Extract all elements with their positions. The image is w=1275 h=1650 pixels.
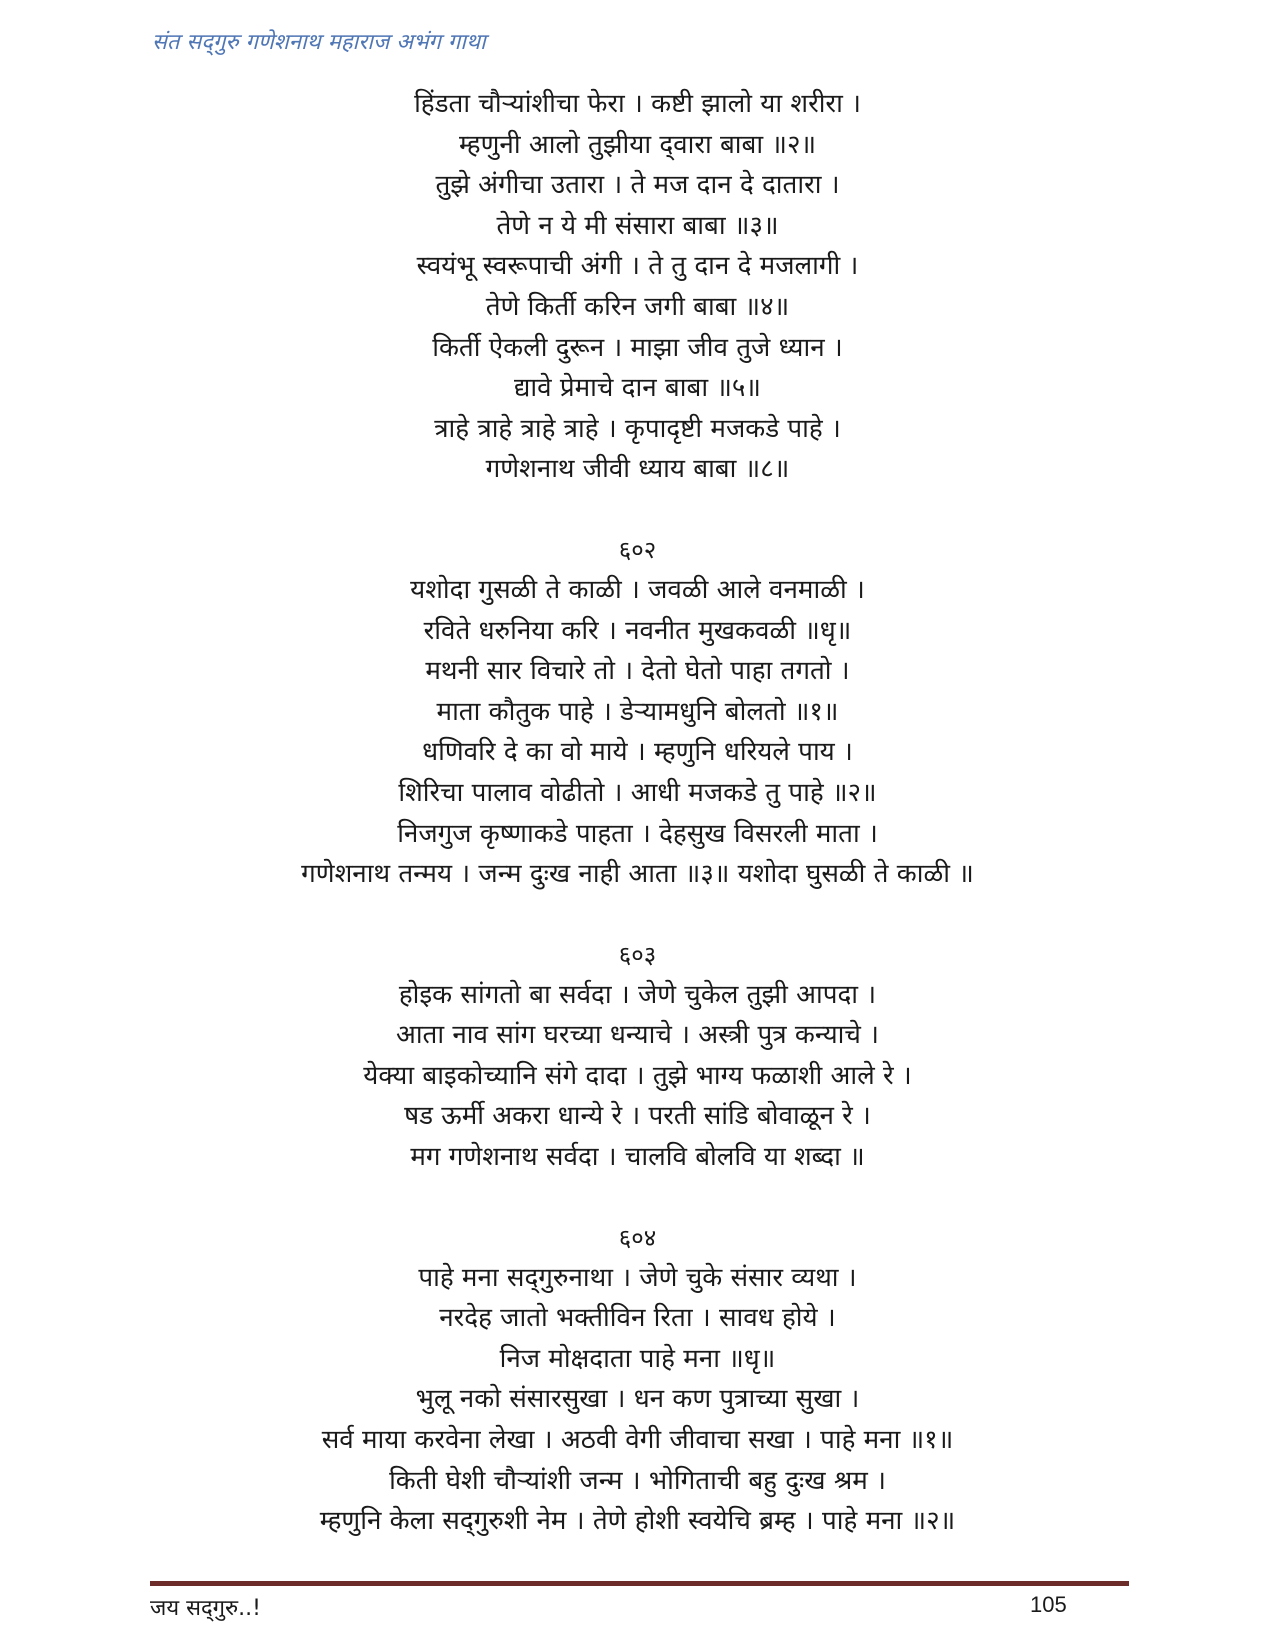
abhang-content: [0, 84, 1275, 1542]
verse-line: यशोदा गुसळी ते काळी । जवळी आले वनमाळी ।: [410, 574, 865, 605]
verse-line: किर्ती ऐकली दुरून । माझा जीव तुजे ध्यान ।: [432, 332, 843, 363]
abhang-number: ६०२: [618, 535, 657, 564]
verse-line: तेणे किर्ती करिन जगी बाबा ॥४॥: [485, 291, 790, 322]
verse-line: आता नाव सांग घरच्या धन्याचे । अस्त्री पुत्र कन्याचे ।: [395, 1020, 880, 1051]
verse-line: माता कौतुक पाहे । डेऱ्यामधुनि बोलतो ॥१॥: [436, 696, 839, 727]
verse-line: स्वयंभू स्वरूपाची अंगी । ते तु दान दे मजलागी ।: [416, 251, 859, 282]
abhang-section-603: [0, 935, 1275, 1178]
verse-line: गणेशनाथ जीवी ध्याय बाबा ॥८॥: [485, 454, 790, 485]
abhang-section-continued: [0, 84, 1275, 490]
page-header-title: संत सद्‌गुरु गणेशनाथ महाराज अभंग गाथा: [152, 30, 486, 55]
verse-line: षड ऊर्मी अकरा धान्ये रे । परती सांडि बोवाळून रे ।: [404, 1101, 871, 1132]
verse-line: तेणे न ये मी संसारा बाबा ॥३॥: [496, 210, 779, 241]
verse-line: किती घेशी चौऱ्यांशी जन्म । भोगिताची बहु दुःख श्रम ।: [389, 1465, 886, 1496]
verse-line: सर्व माया करवेना लेखा । अठवी वेगी जीवाचा सखा । पाहे मना ॥१॥: [321, 1425, 954, 1456]
verse-line: भुलू नको संसारसुखा । धन कण पुत्राच्या सुखा ।: [415, 1384, 860, 1415]
page-number: 105: [1030, 1592, 1067, 1617]
abhang-section-604: [0, 1218, 1275, 1542]
verse-line: होइक सांगतो बा सर्वदा । जेणे चुकेल तुझी आपदा ।: [398, 979, 877, 1010]
verse-line: मग गणेशनाथ सर्वदा । चालवि बोलवि या शब्दा ॥: [410, 1142, 865, 1173]
verse-line: येक्या बाइकोच्यानि संगे दादा । तुझे भाग्य फळाशी आले रे ।: [363, 1060, 912, 1091]
verse-line: रविते धरुनिया करि । नवनीत मुखकवळी ॥धृ॥: [423, 615, 852, 646]
abhang-number: ६०३: [618, 940, 657, 969]
verse-line: निजगुज कृष्णाकडे पाहता । देहसुख विसरली माता ।: [397, 818, 878, 849]
verse-line: त्राहे त्राहे त्राहे त्राहे । कृपादृष्टी मजकडे पाहे ।: [434, 413, 841, 444]
verse-line: गणेशनाथ तन्मय । जन्म दुःख नाही आता ॥३॥ यशोदा घुसळी ते काळी ॥: [301, 859, 974, 890]
verse-line: हिंडता चौऱ्यांशीचा फेरा । कष्टी झालो या शरीरा ।: [414, 89, 861, 119]
verse-line: निज मोक्षदाता पाहे मना ॥धृ॥: [499, 1343, 776, 1374]
verse-line: मथनी सार विचारे तो । देतो घेतो पाहा तगतो ।: [425, 656, 850, 687]
verse-line: द्यावे प्रेमाचे दान बाबा ॥५॥: [513, 373, 761, 404]
verse-line: पाहे मना सद्‌गुरुनाथा । जेणे चुके संसार व्यथा ।: [418, 1262, 857, 1293]
verse-line: म्हणुनी आलो तुझीया द्‌वारा बाबा ॥२॥: [458, 129, 817, 160]
abhang-section-602: [0, 530, 1275, 895]
verse-line: नरदेह जातो भक्तीविन रिता । सावध होये ।: [439, 1303, 836, 1334]
verse-line: म्हणुनि केला सद्‌गुरुशी नेम । तेणे होशी स्वयेचि ब्रम्ह । पाहे मना ॥२॥: [319, 1506, 956, 1537]
footer-divider: [150, 1581, 1129, 1586]
verse-line: तुझे अंगीचा उतारा । ते मज दान दे दातारा ।: [435, 170, 840, 201]
abhang-number: ६०४: [618, 1223, 657, 1252]
verse-line: धणिवरि दे का वो माये । म्हणुनि धरियले पाय ।: [422, 737, 853, 768]
verse-line: शिरिचा पालाव वोढीतो । आधी मजकडे तु पाहे ॥२॥: [398, 777, 877, 808]
footer-salutation: जय सद्‌गुरु..!: [150, 1596, 261, 1621]
